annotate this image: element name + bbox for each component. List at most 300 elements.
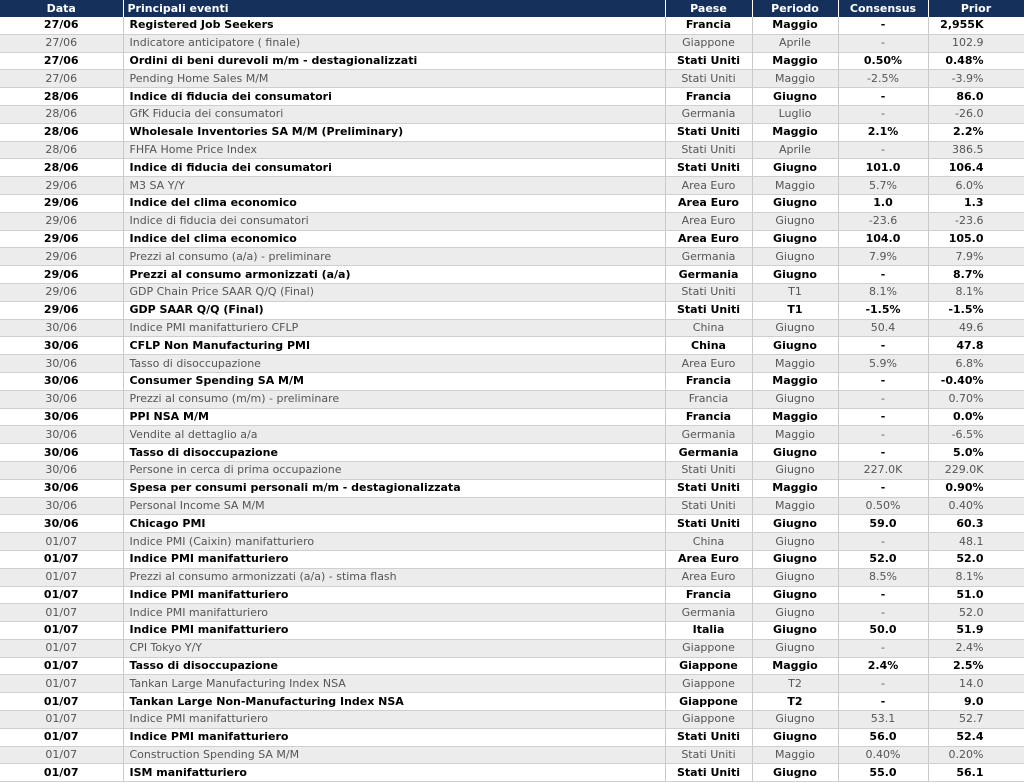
cell-date: 27/06: [0, 52, 123, 70]
cell-event: Indice PMI manifatturiero: [123, 604, 665, 622]
table-row[interactable]: [0, 372, 1024, 390]
table-row[interactable]: [0, 586, 1024, 604]
cell-country: Francia: [665, 17, 752, 34]
cell-period: Giugno: [752, 159, 838, 177]
cell-event: Indice PMI manifatturiero: [123, 728, 665, 746]
cell-country: Giappone: [665, 657, 752, 675]
table-row[interactable]: [0, 461, 1024, 479]
cell-consensus: -: [838, 390, 928, 408]
cell-date: 29/06: [0, 194, 123, 212]
cell-date: 30/06: [0, 444, 123, 462]
cell-prior: 2.4%: [928, 639, 1024, 657]
cell-event: Indice del clima economico: [123, 230, 665, 248]
cell-country: China: [665, 319, 752, 337]
cell-event: CPI Tokyo Y/Y: [123, 639, 665, 657]
cell-country: Area Euro: [665, 177, 752, 195]
cell-country: Germania: [665, 426, 752, 444]
cell-event: Construction Spending SA M/M: [123, 746, 665, 764]
cell-date: 30/06: [0, 372, 123, 390]
header-event[interactable]: Principali eventi: [123, 0, 665, 17]
cell-consensus: 104.0: [838, 230, 928, 248]
cell-event: Wholesale Inventories SA M/M (Preliminary): [123, 123, 665, 141]
cell-event: Indice di fiducia dei consumatori: [123, 159, 665, 177]
cell-date: 01/07: [0, 533, 123, 551]
cell-date: 30/06: [0, 390, 123, 408]
cell-event: Pending Home Sales M/M: [123, 70, 665, 88]
cell-period: Maggio: [752, 408, 838, 426]
cell-date: 01/07: [0, 693, 123, 711]
cell-consensus: -: [838, 337, 928, 355]
table-row[interactable]: [0, 604, 1024, 622]
table-row[interactable]: [0, 34, 1024, 52]
cell-event: Indice PMI (Caixin) manifatturiero: [123, 533, 665, 551]
cell-date: 01/07: [0, 639, 123, 657]
cell-period: Giugno: [752, 622, 838, 640]
cell-prior: 106.4: [928, 159, 1024, 177]
cell-period: Giugno: [752, 461, 838, 479]
cell-country: Stati Uniti: [665, 479, 752, 497]
cell-event: Tasso di disoccupazione: [123, 657, 665, 675]
table-row[interactable]: [0, 515, 1024, 533]
table-row[interactable]: [0, 622, 1024, 640]
cell-period: Giugno: [752, 194, 838, 212]
cell-date: 30/06: [0, 461, 123, 479]
cell-consensus: 2.4%: [838, 657, 928, 675]
cell-prior: 0.40%: [928, 497, 1024, 515]
cell-consensus: -23.6: [838, 212, 928, 230]
cell-date: 29/06: [0, 266, 123, 284]
table-row[interactable]: [0, 301, 1024, 319]
cell-period: Maggio: [752, 70, 838, 88]
cell-prior: 102.9: [928, 34, 1024, 52]
cell-period: Maggio: [752, 426, 838, 444]
cell-consensus: -: [838, 141, 928, 159]
cell-event: Persone in cerca di prima occupazione: [123, 461, 665, 479]
cell-prior: 6.8%: [928, 355, 1024, 373]
cell-event: Indice PMI manifatturiero CFLP: [123, 319, 665, 337]
cell-prior: 229.0K: [928, 461, 1024, 479]
cell-date: 28/06: [0, 141, 123, 159]
header-consensus[interactable]: Consensus: [838, 0, 928, 17]
cell-date: 30/06: [0, 319, 123, 337]
table-row[interactable]: [0, 711, 1024, 729]
cell-prior: 60.3: [928, 515, 1024, 533]
cell-date: 01/07: [0, 675, 123, 693]
cell-date: 01/07: [0, 622, 123, 640]
cell-country: Stati Uniti: [665, 728, 752, 746]
cell-event: Tankan Large Manufacturing Index NSA: [123, 675, 665, 693]
cell-country: Giappone: [665, 711, 752, 729]
cell-country: Area Euro: [665, 355, 752, 373]
cell-prior: 5.0%: [928, 444, 1024, 462]
cell-event: Prezzi al consumo armonizzati (a/a): [123, 266, 665, 284]
table-row[interactable]: [0, 657, 1024, 675]
cell-period: Giugno: [752, 248, 838, 266]
table-row[interactable]: [0, 746, 1024, 764]
cell-period: Aprile: [752, 34, 838, 52]
cell-country: Francia: [665, 586, 752, 604]
cell-consensus: 0.50%: [838, 497, 928, 515]
cell-country: Giappone: [665, 693, 752, 711]
cell-prior: 52.0: [928, 550, 1024, 568]
cell-event: ISM manifatturiero: [123, 764, 665, 782]
cell-country: Stati Uniti: [665, 283, 752, 301]
cell-period: Giugno: [752, 319, 838, 337]
cell-consensus: -: [838, 693, 928, 711]
cell-date: 30/06: [0, 408, 123, 426]
cell-prior: 386.5: [928, 141, 1024, 159]
cell-period: T1: [752, 283, 838, 301]
cell-consensus: 56.0: [838, 728, 928, 746]
cell-period: Giugno: [752, 533, 838, 551]
cell-date: 01/07: [0, 550, 123, 568]
cell-date: 29/06: [0, 230, 123, 248]
cell-country: Stati Uniti: [665, 461, 752, 479]
cell-period: Maggio: [752, 497, 838, 515]
cell-date: 29/06: [0, 212, 123, 230]
cell-prior: 2,955K: [928, 17, 1024, 34]
cell-event: M3 SA Y/Y: [123, 177, 665, 195]
cell-event: Personal Income SA M/M: [123, 497, 665, 515]
table-row[interactable]: [0, 550, 1024, 568]
cell-event: Consumer Spending SA M/M: [123, 372, 665, 390]
cell-prior: 47.8: [928, 337, 1024, 355]
table-row[interactable]: [0, 390, 1024, 408]
cell-date: 01/07: [0, 711, 123, 729]
cell-country: Stati Uniti: [665, 141, 752, 159]
table-row[interactable]: [0, 230, 1024, 248]
cell-period: Maggio: [752, 177, 838, 195]
cell-period: Giugno: [752, 728, 838, 746]
cell-consensus: -: [838, 639, 928, 657]
cell-country: Stati Uniti: [665, 764, 752, 782]
cell-period: Giugno: [752, 230, 838, 248]
cell-event: Vendite al dettaglio a/a: [123, 426, 665, 444]
cell-period: Giugno: [752, 444, 838, 462]
cell-date: 28/06: [0, 159, 123, 177]
cell-prior: 14.0: [928, 675, 1024, 693]
cell-consensus: 2.1%: [838, 123, 928, 141]
cell-consensus: -: [838, 266, 928, 284]
cell-prior: -23.6: [928, 212, 1024, 230]
table-row[interactable]: [0, 675, 1024, 693]
cell-date: 27/06: [0, 70, 123, 88]
cell-country: Area Euro: [665, 230, 752, 248]
cell-consensus: 55.0: [838, 764, 928, 782]
cell-prior: 7.9%: [928, 248, 1024, 266]
table-row[interactable]: [0, 533, 1024, 551]
cell-consensus: -2.5%: [838, 70, 928, 88]
cell-event: Indice PMI manifatturiero: [123, 586, 665, 604]
cell-event: FHFA Home Price Index: [123, 141, 665, 159]
cell-consensus: -1.5%: [838, 301, 928, 319]
cell-consensus: -: [838, 88, 928, 106]
cell-period: T2: [752, 675, 838, 693]
cell-date: 01/07: [0, 586, 123, 604]
table-row[interactable]: [0, 159, 1024, 177]
table-row[interactable]: [0, 337, 1024, 355]
table-row[interactable]: [0, 426, 1024, 444]
cell-country: Stati Uniti: [665, 70, 752, 88]
table-row[interactable]: [0, 355, 1024, 373]
table-row[interactable]: [0, 141, 1024, 159]
cell-prior: 56.1: [928, 764, 1024, 782]
cell-prior: 8.1%: [928, 568, 1024, 586]
cell-prior: 52.7: [928, 711, 1024, 729]
cell-period: Giugno: [752, 568, 838, 586]
table-row[interactable]: [0, 639, 1024, 657]
table-row[interactable]: [0, 105, 1024, 123]
cell-prior: 9.0: [928, 693, 1024, 711]
cell-period: Giugno: [752, 390, 838, 408]
cell-event: Tasso di disoccupazione: [123, 444, 665, 462]
table-row[interactable]: [0, 568, 1024, 586]
cell-event: PPI NSA M/M: [123, 408, 665, 426]
cell-period: Maggio: [752, 355, 838, 373]
cell-consensus: 8.5%: [838, 568, 928, 586]
cell-prior: 48.1: [928, 533, 1024, 551]
cell-event: GfK Fiducia dei consumatori: [123, 105, 665, 123]
cell-country: Stati Uniti: [665, 301, 752, 319]
cell-date: 28/06: [0, 105, 123, 123]
cell-consensus: -: [838, 372, 928, 390]
cell-event: Tasso di disoccupazione: [123, 355, 665, 373]
cell-country: Stati Uniti: [665, 52, 752, 70]
cell-consensus: 7.9%: [838, 248, 928, 266]
cell-prior: 6.0%: [928, 177, 1024, 195]
cell-event: Registered Job Seekers: [123, 17, 665, 34]
cell-period: Luglio: [752, 105, 838, 123]
table-row[interactable]: [0, 212, 1024, 230]
table-row[interactable]: [0, 266, 1024, 284]
table-body: [0, 17, 1024, 782]
cell-country: China: [665, 533, 752, 551]
cell-period: Maggio: [752, 123, 838, 141]
cell-prior: 86.0: [928, 88, 1024, 106]
cell-consensus: 0.50%: [838, 52, 928, 70]
cell-date: 28/06: [0, 123, 123, 141]
cell-period: Giugno: [752, 266, 838, 284]
cell-event: Indice PMI manifatturiero: [123, 711, 665, 729]
cell-country: Giappone: [665, 675, 752, 693]
cell-prior: 2.5%: [928, 657, 1024, 675]
cell-country: Francia: [665, 372, 752, 390]
cell-prior: 8.1%: [928, 283, 1024, 301]
cell-date: 01/07: [0, 728, 123, 746]
cell-period: Giugno: [752, 550, 838, 568]
table-row[interactable]: [0, 728, 1024, 746]
table-row[interactable]: [0, 764, 1024, 782]
cell-prior: 105.0: [928, 230, 1024, 248]
cell-event: Chicago PMI: [123, 515, 665, 533]
cell-country: Germania: [665, 248, 752, 266]
cell-event: Prezzi al consumo armonizzati (a/a) - stima flash: [123, 568, 665, 586]
cell-consensus: -: [838, 479, 928, 497]
cell-consensus: 0.40%: [838, 746, 928, 764]
cell-consensus: 50.4: [838, 319, 928, 337]
cell-country: Area Euro: [665, 568, 752, 586]
cell-date: 27/06: [0, 17, 123, 34]
cell-consensus: 1.0: [838, 194, 928, 212]
cell-country: Germania: [665, 604, 752, 622]
cell-country: Francia: [665, 390, 752, 408]
cell-event: Indice di fiducia dei consumatori: [123, 212, 665, 230]
cell-consensus: -: [838, 105, 928, 123]
table-row[interactable]: [0, 52, 1024, 70]
cell-date: 01/07: [0, 657, 123, 675]
cell-event: Spesa per consumi personali m/m - destagionalizzata: [123, 479, 665, 497]
cell-prior: -26.0: [928, 105, 1024, 123]
cell-consensus: 8.1%: [838, 283, 928, 301]
header-prior[interactable]: Prior: [928, 0, 1024, 17]
cell-date: 30/06: [0, 355, 123, 373]
cell-country: Germania: [665, 266, 752, 284]
cell-event: CFLP Non Manufacturing PMI: [123, 337, 665, 355]
cell-period: Giugno: [752, 764, 838, 782]
cell-period: Giugno: [752, 604, 838, 622]
cell-prior: 1.3: [928, 194, 1024, 212]
cell-period: Maggio: [752, 746, 838, 764]
cell-period: T1: [752, 301, 838, 319]
cell-consensus: -: [838, 533, 928, 551]
header-country[interactable]: Paese: [665, 0, 752, 17]
cell-consensus: -: [838, 444, 928, 462]
cell-event: GDP SAAR Q/Q (Final): [123, 301, 665, 319]
cell-country: Stati Uniti: [665, 746, 752, 764]
cell-country: Stati Uniti: [665, 515, 752, 533]
cell-country: Germania: [665, 105, 752, 123]
cell-event: GDP Chain Price SAAR Q/Q (Final): [123, 283, 665, 301]
table-row[interactable]: [0, 17, 1024, 34]
table-row[interactable]: [0, 88, 1024, 106]
cell-prior: 51.0: [928, 586, 1024, 604]
cell-period: Giugno: [752, 711, 838, 729]
table-row[interactable]: [0, 497, 1024, 515]
cell-event: Indice PMI manifatturiero: [123, 622, 665, 640]
cell-date: 29/06: [0, 283, 123, 301]
cell-period: Maggio: [752, 372, 838, 390]
cell-prior: 8.7%: [928, 266, 1024, 284]
cell-date: 01/07: [0, 604, 123, 622]
cell-event: Indicatore anticipatore ( finale): [123, 34, 665, 52]
cell-prior: 2.2%: [928, 123, 1024, 141]
table-row[interactable]: [0, 248, 1024, 266]
cell-date: 29/06: [0, 248, 123, 266]
cell-consensus: 53.1: [838, 711, 928, 729]
cell-period: Giugno: [752, 515, 838, 533]
cell-period: Giugno: [752, 639, 838, 657]
cell-period: Maggio: [752, 479, 838, 497]
cell-prior: -1.5%: [928, 301, 1024, 319]
cell-country: Area Euro: [665, 212, 752, 230]
cell-consensus: 59.0: [838, 515, 928, 533]
cell-date: 01/07: [0, 746, 123, 764]
cell-country: China: [665, 337, 752, 355]
cell-country: Italia: [665, 622, 752, 640]
cell-period: Giugno: [752, 212, 838, 230]
cell-date: 30/06: [0, 497, 123, 515]
cell-date: 29/06: [0, 301, 123, 319]
table-row[interactable]: [0, 70, 1024, 88]
cell-date: 01/07: [0, 568, 123, 586]
cell-event: Prezzi al consumo (m/m) - preliminare: [123, 390, 665, 408]
cell-prior: 0.48%: [928, 52, 1024, 70]
cell-prior: 52.0: [928, 604, 1024, 622]
table-row[interactable]: [0, 408, 1024, 426]
table-header-row: [0, 0, 1024, 17]
cell-period: Maggio: [752, 52, 838, 70]
cell-event: Indice del clima economico: [123, 194, 665, 212]
cell-period: Maggio: [752, 17, 838, 34]
table-row[interactable]: [0, 123, 1024, 141]
table-row[interactable]: [0, 444, 1024, 462]
cell-country: Giappone: [665, 639, 752, 657]
cell-prior: -6.5%: [928, 426, 1024, 444]
cell-period: Aprile: [752, 141, 838, 159]
cell-consensus: 227.0K: [838, 461, 928, 479]
cell-consensus: -: [838, 586, 928, 604]
cell-consensus: -: [838, 408, 928, 426]
table-row[interactable]: [0, 177, 1024, 195]
cell-event: Ordini di beni durevoli m/m - destagionalizzati: [123, 52, 665, 70]
cell-prior: 49.6: [928, 319, 1024, 337]
cell-country: Giappone: [665, 34, 752, 52]
cell-prior: 0.20%: [928, 746, 1024, 764]
table-row[interactable]: [0, 194, 1024, 212]
cell-event: Indice PMI manifatturiero: [123, 550, 665, 568]
cell-event: Indice di fiducia dei consumatori: [123, 88, 665, 106]
cell-period: Giugno: [752, 337, 838, 355]
cell-date: 30/06: [0, 479, 123, 497]
cell-consensus: 5.7%: [838, 177, 928, 195]
table-row[interactable]: [0, 283, 1024, 301]
cell-prior: 51.9: [928, 622, 1024, 640]
cell-consensus: 101.0: [838, 159, 928, 177]
cell-prior: -3.9%: [928, 70, 1024, 88]
cell-consensus: -: [838, 17, 928, 34]
cell-period: Giugno: [752, 586, 838, 604]
cell-date: 28/06: [0, 88, 123, 106]
cell-country: Area Euro: [665, 194, 752, 212]
cell-date: 30/06: [0, 515, 123, 533]
cell-consensus: 5.9%: [838, 355, 928, 373]
table-row[interactable]: [0, 319, 1024, 337]
cell-country: Germania: [665, 444, 752, 462]
cell-prior: 0.70%: [928, 390, 1024, 408]
cell-consensus: 50.0: [838, 622, 928, 640]
cell-date: 30/06: [0, 337, 123, 355]
cell-consensus: -: [838, 675, 928, 693]
cell-prior: 0.90%: [928, 479, 1024, 497]
header-date[interactable]: Data: [0, 0, 123, 17]
cell-country: Francia: [665, 88, 752, 106]
cell-consensus: -: [838, 426, 928, 444]
cell-consensus: 52.0: [838, 550, 928, 568]
cell-consensus: -: [838, 604, 928, 622]
cell-date: 27/06: [0, 34, 123, 52]
header-period[interactable]: Periodo: [752, 0, 838, 17]
table-row[interactable]: [0, 479, 1024, 497]
cell-country: Stati Uniti: [665, 159, 752, 177]
cell-country: Francia: [665, 408, 752, 426]
table-row[interactable]: [0, 693, 1024, 711]
cell-event: Prezzi al consumo (a/a) - preliminare: [123, 248, 665, 266]
cell-prior: 0.0%: [928, 408, 1024, 426]
cell-country: Stati Uniti: [665, 497, 752, 515]
cell-period: T2: [752, 693, 838, 711]
cell-period: Giugno: [752, 88, 838, 106]
cell-date: 01/07: [0, 764, 123, 782]
